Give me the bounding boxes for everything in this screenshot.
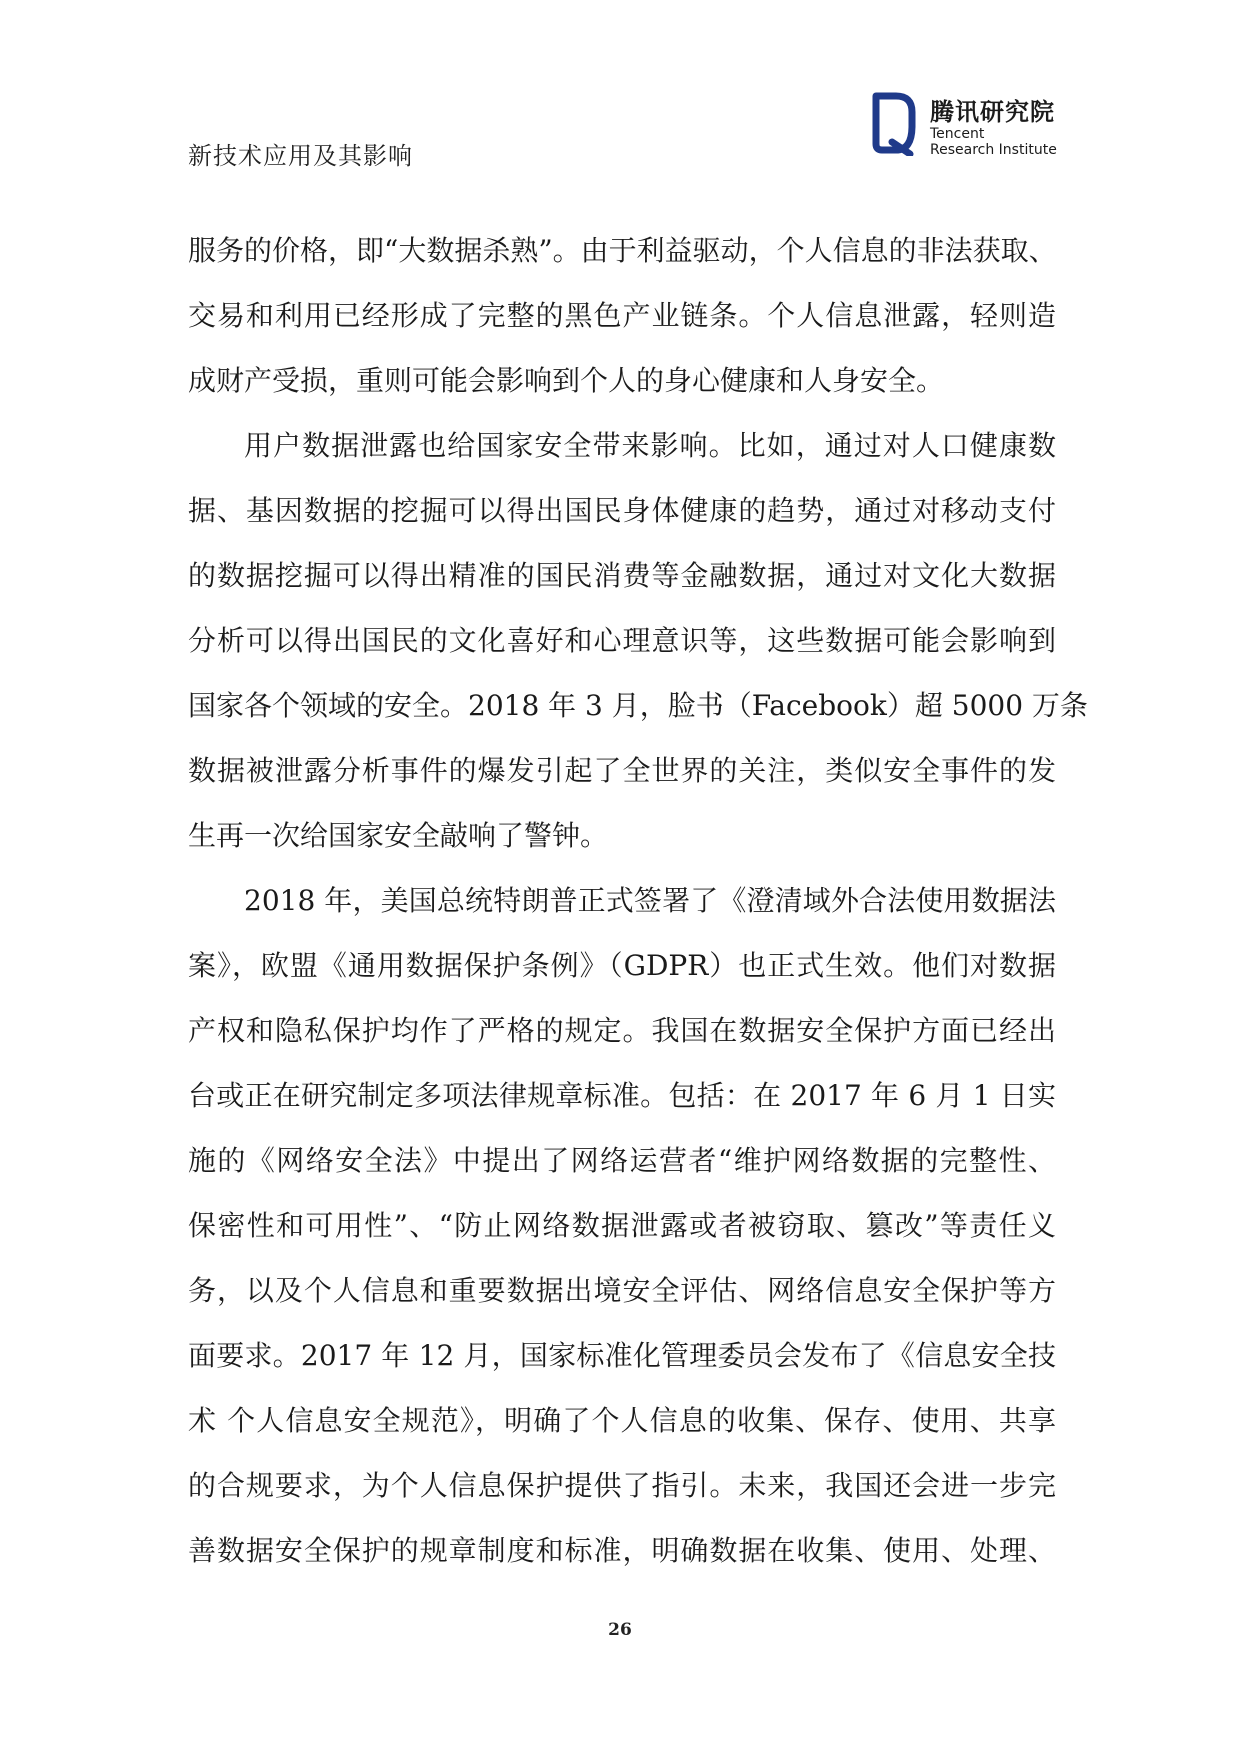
logo-name-en [930, 126, 1057, 158]
text-line: 服务的价格，即“大数据杀熟”。由于利益驱动，个人信息的非法获取、 [188, 234, 1057, 267]
text-line: 生再一次给国家安全敲响了警钟。 [188, 819, 609, 852]
text-line: 交易和利用已经形成了完整的黑色产业链条。个人信息泄露，轻则造 [188, 299, 1056, 332]
text-line: 用户数据泄露也给国家安全带来影响。比如，通过对人口健康数 [244, 429, 1056, 462]
text-line: 保密性和可用性”、“防止网络数据泄露或者被窃取、篡改”等责任义 [188, 1209, 1056, 1242]
text-line: 的合规要求，为个人信息保护提供了指引。未来，我国还会进一步完 [188, 1469, 1056, 1502]
text-line: 面要求。2017 年 12 月，国家标准化管理委员会发布了《信息安全技 [188, 1339, 1056, 1372]
text-line: 成财产受损，重则可能会影响到个人的身心健康和人身安全。 [188, 364, 945, 397]
text-line: 的数据挖掘可以得出精准的国民消费等金融数据，通过对文化大数据 [188, 559, 1056, 592]
text-line: 善数据安全保护的规章制度和标准，明确数据在收集、使用、处理、 [188, 1534, 1056, 1567]
text-line: 案》，欧盟《通用数据保护条例》（GDPR）也正式生效。他们对数据 [188, 949, 1056, 982]
text-line: 数据被泄露分析事件的爆发引起了全世界的关注，类似安全事件的发 [188, 754, 1056, 787]
running-header-title: 新技术应用及其影响 [188, 142, 413, 170]
text-line: 2018 年，美国总统特朗普正式签署了《澄清域外合法使用数据法 [244, 884, 1056, 917]
text-line: 据、基因数据的挖掘可以得出国民身体健康的趋势，通过对移动支付 [188, 494, 1056, 527]
text-line: 务，以及个人信息和重要数据出境安全评估、网络信息安全保护等方 [188, 1274, 1056, 1307]
logo-name-cn: 腾讯研究院 [930, 98, 1055, 126]
tencent-research-logo [862, 88, 1062, 160]
text-line: 台或正在研究制定多项法律规章标准。包括：在 2017 年 6 月 1 日实 [188, 1079, 1056, 1112]
tencent-logo-icon [862, 90, 918, 156]
text-line: 产权和隐私保护均作了严格的规定。我国在数据安全保护方面已经出 [188, 1014, 1056, 1047]
body-text [188, 218, 1088, 1583]
text-line: 分析可以得出国民的文化喜好和心理意识等，这些数据可能会影响到 [188, 624, 1056, 657]
logo-name-en-line1: Tencent [930, 126, 985, 142]
text-line: 国家各个领域的安全。2018 年 3 月，脸书（Facebook）超 5000 万条 [188, 689, 1088, 722]
text-line: 术 个人信息安全规范》，明确了个人信息的收集、保存、使用、共享 [188, 1404, 1056, 1437]
logo-name-en-line2: Research Institute [930, 142, 1057, 158]
page-number: 26 [608, 1620, 632, 1640]
text-line: 施的《网络安全法》中提出了网络运营者“维护网络数据的完整性、 [188, 1144, 1056, 1177]
